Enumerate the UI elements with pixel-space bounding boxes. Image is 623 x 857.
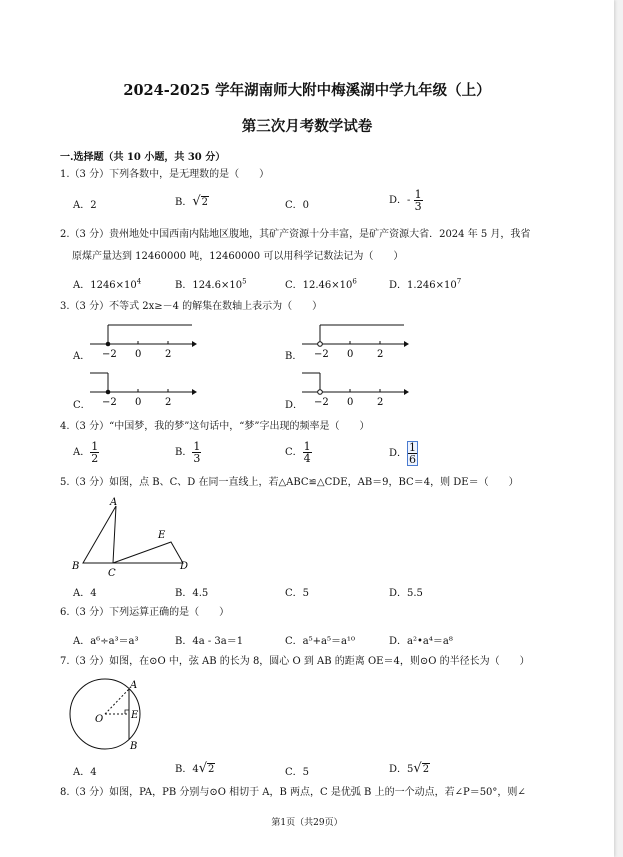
svg-text:A: A <box>130 680 138 691</box>
svg-text:2: 2 <box>165 349 172 360</box>
q2-option-d: D．$1.246\times 10^7$ <box>389 277 462 291</box>
q7-option-b: B．4√2 <box>175 761 215 776</box>
svg-text:−2: −2 <box>314 397 329 408</box>
svg-text:B: B <box>72 561 80 572</box>
svg-text:0: 0 <box>135 349 142 360</box>
svg-text:2: 2 <box>377 349 384 360</box>
q2-option-a: A．$1246\times 10^4$ <box>73 277 142 291</box>
q4-option-a: A． $\frac{1}{2}$ <box>73 440 99 465</box>
q6-stem: 6.（3 分）下列运算正确的是（ ） <box>60 607 230 618</box>
svg-text:0: 0 <box>347 349 354 360</box>
q5-stem: 5.（3 分）如图，点 B、C、D 在同一直线上，若△ABC≌△CDE，AB＝9，BC＝4，则 DE＝（ ） <box>60 477 519 488</box>
page-title-line1: 2024-2025 学年湖南师大附中梅溪湖中学九年级（上） <box>123 82 491 99</box>
q7-option-d: D．5√2 <box>389 761 430 776</box>
q4-option-d: D． $\frac{1}{6}$ <box>389 441 417 466</box>
svg-text:B: B <box>130 741 138 752</box>
q2-stem-line1: 2.（3 分）贵州地处中国西南内陆地区腹地，其矿产资源十分丰富，是矿产资源大省．2024 年 5 月，我省 <box>60 229 531 240</box>
q4-option-b: B． $\frac{1}{3}$ <box>175 440 201 465</box>
q2-option-b: B．$124.6\times 10^5$ <box>175 277 247 291</box>
q1-option-a: A．2 <box>73 200 97 211</box>
svg-text:E: E <box>158 530 166 541</box>
svg-text:A: A <box>110 497 118 508</box>
q1-stem: 1.（3 分）下列各数中，是无理数的是（ ） <box>60 169 270 180</box>
q6-option-d: D．a²•a⁴＝a⁸ <box>389 636 453 647</box>
q5-option-b: B．4.5 <box>175 588 209 599</box>
svg-text:E: E <box>131 710 139 721</box>
q3-numberline-a <box>88 320 198 362</box>
q3-numberline-b <box>300 320 410 362</box>
svg-text:2: 2 <box>165 397 172 408</box>
svg-text:−2: −2 <box>314 349 329 360</box>
q6-option-c: C．a⁵+a⁵＝a¹⁰ <box>285 636 355 647</box>
q7-stem: 7.（3 分）如图，在⊙O 中，弦 AB 的长为 8，圆心 O 到 AB 的距离 OE＝4，则⊙O 的半径长为（ ） <box>60 656 530 667</box>
svg-text:0: 0 <box>135 397 142 408</box>
q5-option-c: C．5 <box>285 588 310 599</box>
svg-text:O: O <box>95 714 104 725</box>
q3-option-b: B． <box>285 351 303 362</box>
svg-text:D: D <box>180 561 189 572</box>
q6-option-b: B．4a - 3a＝1 <box>175 636 244 647</box>
q5-option-a: A．4 <box>73 588 97 599</box>
q5-option-d: D．5.5 <box>389 588 423 599</box>
svg-text:0: 0 <box>347 397 354 408</box>
q7-circle-figure <box>64 674 154 754</box>
q3-option-a: A． <box>73 351 91 362</box>
q6-option-a: A．a⁶÷a³＝a³ <box>73 636 139 647</box>
svg-text:−2: −2 <box>102 397 117 408</box>
q2-stem-line2: 原煤产量达到 12460000 吨，12460000 可以用科学记数法记为（ ） <box>72 251 404 262</box>
q1-option-c: C．0 <box>285 200 310 211</box>
q3-numberline-c <box>88 368 198 410</box>
q1-option-d: D．- $\frac{1}{3}$ <box>389 188 422 213</box>
q7-option-a: A．4 <box>73 767 97 778</box>
q2-option-c: C．$12.46\times 10^6$ <box>285 277 357 291</box>
svg-text:2: 2 <box>377 397 384 408</box>
page-title-line2: 第三次月考数学试卷 <box>241 118 373 135</box>
q3-stem: 3.（3 分）不等式 2x≥－4 的解集在数轴上表示为（ ） <box>60 301 323 312</box>
section-heading: 一.选择题（共 10 小题，共 30 分） <box>60 152 226 163</box>
q4-stem: 4.（3 分）“中国梦，我的梦”这句话中，“梦”字出现的频率是（ ） <box>60 421 370 432</box>
q8-stem: 8.（3 分）如图，PA，PB 分别与⊙O 相切于 A，B 两点，C 是优弧 B 上的一个动点，若∠P＝50°，则∠ <box>60 787 526 798</box>
q5-triangle-figure <box>68 494 198 580</box>
q3-option-c: C． <box>73 400 91 411</box>
q3-option-d: D． <box>285 400 304 411</box>
q7-option-c: C．5 <box>285 767 310 778</box>
q3-numberline-d <box>300 368 410 410</box>
q4-option-c: C． $\frac{1}{4}$ <box>285 440 311 465</box>
svg-text:−2: −2 <box>102 349 117 360</box>
q1-option-b: B．√2 <box>175 194 209 209</box>
svg-text:C: C <box>108 568 116 579</box>
page-footer: 第1页（共29页） <box>271 818 343 828</box>
